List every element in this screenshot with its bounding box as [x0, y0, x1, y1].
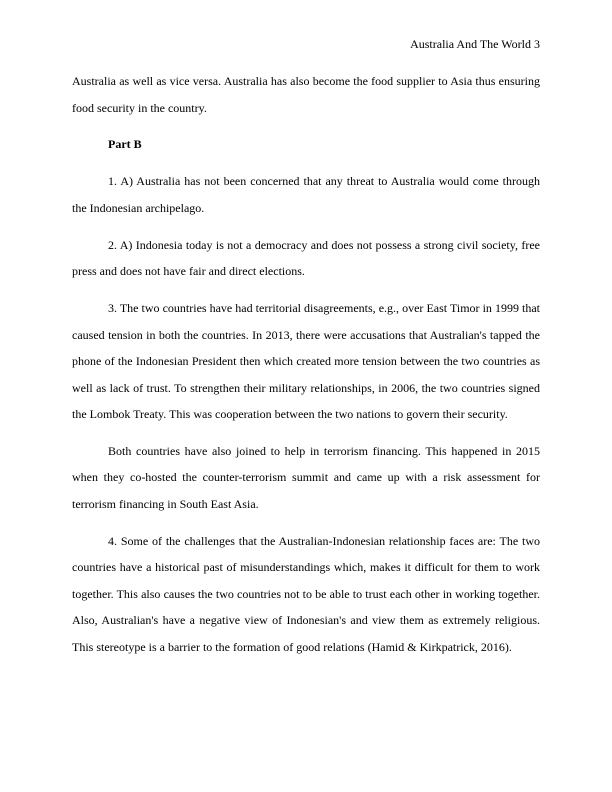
part-b-heading: Part B — [108, 137, 142, 152]
continuation-paragraph: Australia as well as vice versa. Australia has also become the food supplier to Asia thus ensuring food security in the country. — [72, 74, 540, 115]
answer-paragraph-3: 3. The two countries have had territorial disagreements, e.g., over East Timor in 1999 that caused tension in both the countries. In 2013, there were accusations that Australian's tapped the phone of the Indonesian President then which created more tension between the two countries as well as lack of trust. To strengthen their military relationships, in 2006, the two countries signed the Lombok Treaty. This was cooperation between the two nations to govern their security. — [72, 301, 540, 422]
answer-paragraph-4: 4. Some of the challenges that the Australian-Indonesian relationship faces are: The two countries have a historical past of misunderstandings which, makes it difficult for them to work together. This also causes the two countries not to be able to trust each other in working together. Also, Australian's have a negative view of Indonesian's and view them as extremely religious. This stereotype is a barrier to the formation of good relations (Hamid & Kirkpatrick, 2016). — [72, 533, 540, 654]
answer-paragraph-2: 2. A) Indonesia today is not a democracy and does not possess a strong civil society, free press and does not have fair and direct elections. — [72, 237, 540, 279]
running-head: Australia And The World 3 — [410, 37, 540, 51]
document-body — [72, 68, 540, 671]
answer-paragraph-3-continued: Both countries have also joined to help in terrorism financing. This happened in 2015 when they co-hosted the counter-terrorism summit and came up with a risk assessment for terrorism financing in South East Asia. — [72, 443, 540, 511]
answer-paragraph-1: 1. A) Australia has not been concerned that any threat to Australia would come through the Indonesian archipelago. — [72, 174, 540, 215]
